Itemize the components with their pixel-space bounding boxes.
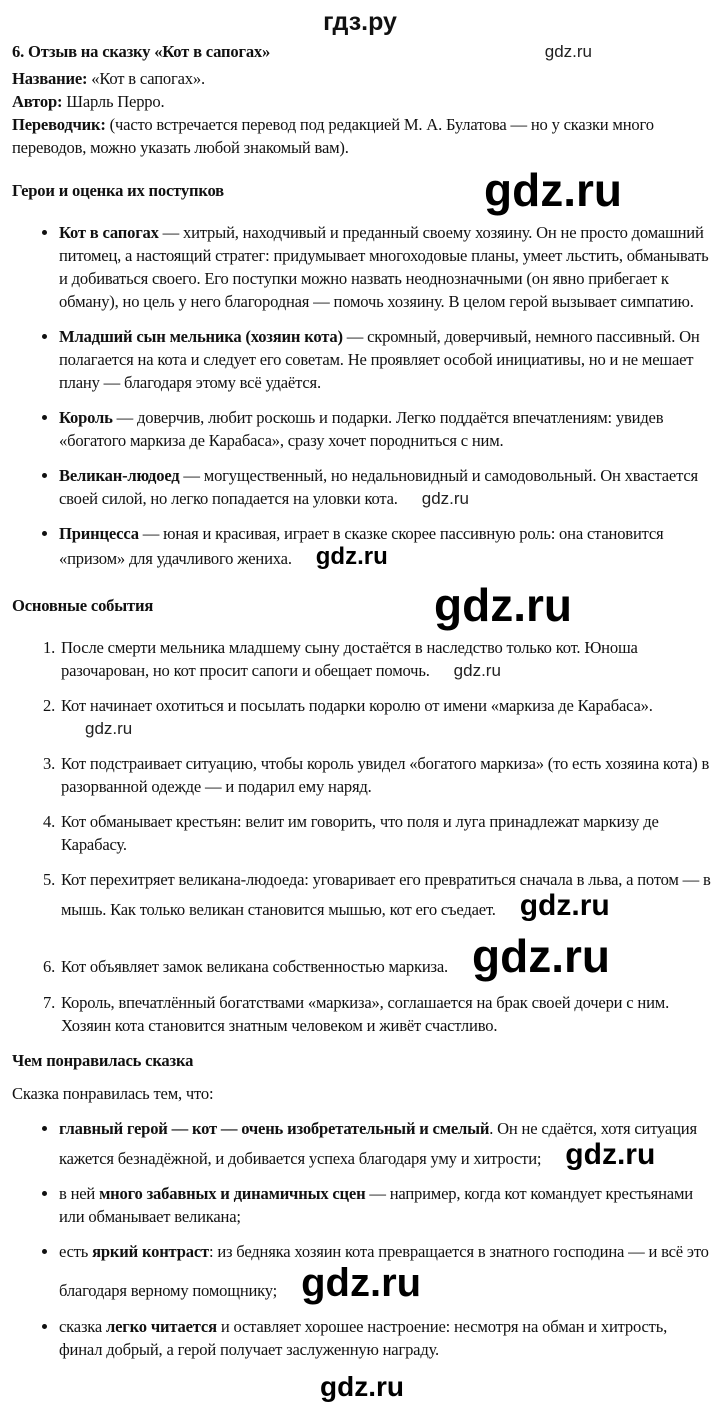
- watermark: gdz.ru: [484, 164, 622, 216]
- liked-intro: Сказка понравилась тем, что:: [12, 1084, 214, 1103]
- list-item: • Король — доверчив, любит роскошь и подарки. Легко поддаётся впечатлениям: увидев «богатого маркиза де Карабаса», сразу хочет породниться с ним.: [59, 406, 712, 452]
- watermark: gdz.ru: [434, 579, 572, 631]
- list-item: • Кот в сапогах — хитрый, находчивый и преданный своему хозяину. Он не просто домашний питомец, а настоящий стратег: придумывает многоходовые планы, умеет льстить, обманывать и добиваться своего. Его поступки можно назвать неоднозначными (он явно прибегает к обману), но цель у него благородная — помочь хозяину. В целом герой вызывает симпатию.: [59, 221, 712, 313]
- events-heading: Основные события: [12, 595, 154, 615]
- liked-heading: Чем понравилась сказка: [12, 1051, 194, 1070]
- list-item: 7. Король, впечатлённый богатствами «маркиза», соглашается на брак своей дочери с ним. Хозяин кота становится знатным человеком и живёт счастливо.: [59, 991, 712, 1037]
- watermark: gdz.ru: [472, 930, 610, 982]
- watermark: gdz.ru: [565, 1138, 656, 1171]
- meta-title: Название: «Кот в сапогах».: [12, 69, 205, 88]
- watermark: gdz.ru: [315, 543, 388, 570]
- list-item: • Принцесса — юная и красивая, играет в сказке скорее пассивную роль: она становится «призом» для удачливого жениха. gdz.ru: [59, 522, 712, 570]
- list-item: • в ней много забавных и динамичных сцен — например, когда кот командует крестьянами или обманывает великана;: [59, 1182, 712, 1228]
- watermark: gdz.ru: [519, 889, 610, 922]
- heroes-heading: Герои и оценка их поступков: [12, 180, 224, 200]
- list-item: • есть яркий контраст: из бедняка хозяин кота превращается в знатного господина — и всё это благодаря верному помощнику; gdz.ru: [59, 1240, 712, 1303]
- heroes-heading-row: [12, 164, 712, 216]
- meta-translator: Переводчик: (часто встречается перевод под редакцией М. А. Булатова — но у сказки много переводов, можно указать любой знакомый вам).: [12, 115, 654, 157]
- title-row: [12, 40, 712, 63]
- list-item: 3. Кот подстраивает ситуацию, чтобы король увидел «богатого маркиза» (то есть хозяина кота) в разорванной одежде — и подарил ему наряд.: [59, 752, 712, 798]
- watermark: gdz.ru: [320, 1371, 404, 1402]
- watermark: gdz.ru: [544, 42, 592, 61]
- watermark: gdz.ru: [453, 661, 501, 680]
- list-item: • Великан-людоед — могущественный, но недальновидный и самодовольный. Он хвастается своей силой, но легко попадается на уловки кота. gdz.ru: [59, 464, 712, 510]
- site-header: гдз.ру: [323, 8, 397, 36]
- list-item: 6. Кот объявляет замок великана собственностью маркиза. gdz.ru: [59, 933, 712, 979]
- meta-block: [12, 67, 712, 159]
- list-item: 1. После смерти мельника младшему сыну достаётся в наследство только кот. Юноша разочарован, но кот просит сапоги и обещает помочь. gdz.ru: [59, 636, 712, 682]
- watermark: gdz.ru: [421, 489, 469, 508]
- list-item: • сказка легко читается и оставляет хорошее настроение: несмотря на обман и хитрость, финал добрый, а герой получает заслуженную награду.: [59, 1315, 712, 1361]
- list-item: 5. Кот перехитряет великана-людоеда: уговаривает его превратиться сначала в льва, а потом — в мышь. Как только великан становится мышью, кот его съедает. gdz.ru: [59, 868, 712, 921]
- watermark: gdz.ru: [85, 719, 133, 738]
- list-item: • главный герой — кот — очень изобретательный и смелый. Он не сдаётся, хотя ситуация кажется безнадёжной, и добивается успеха благодаря уму и хитрости; gdz.ru: [59, 1117, 712, 1170]
- list-item: 2. Кот начинает охотиться и посылать подарки королю от имени «маркиза де Карабаса».gdz.ru: [59, 694, 712, 740]
- watermark: gdz.ru: [301, 1261, 422, 1305]
- list-item: 4. Кот обманывает крестьян: велит им говорить, что поля и луга принадлежат маркизу де Карабасу.: [59, 810, 712, 856]
- document-title: 6. Отзыв на сказку «Кот в сапогах»: [12, 42, 271, 61]
- bottom-watermark-row: [12, 1373, 712, 1402]
- events-list: [12, 636, 712, 1037]
- liked-list: [12, 1117, 712, 1361]
- document-body: [12, 40, 712, 1412]
- meta-author: Автор: Шарль Перро.: [12, 92, 165, 111]
- events-heading-row: [12, 579, 712, 631]
- heroes-list: [12, 221, 712, 570]
- list-item: • Младший сын мельника (хозяин кота) — скромный, доверчивый, немного пассивный. Он полагается на кота и следует его советам. Не проявляет особой инициативы, но и не мешает плану — благодаря этому всё удаётся.: [59, 325, 712, 394]
